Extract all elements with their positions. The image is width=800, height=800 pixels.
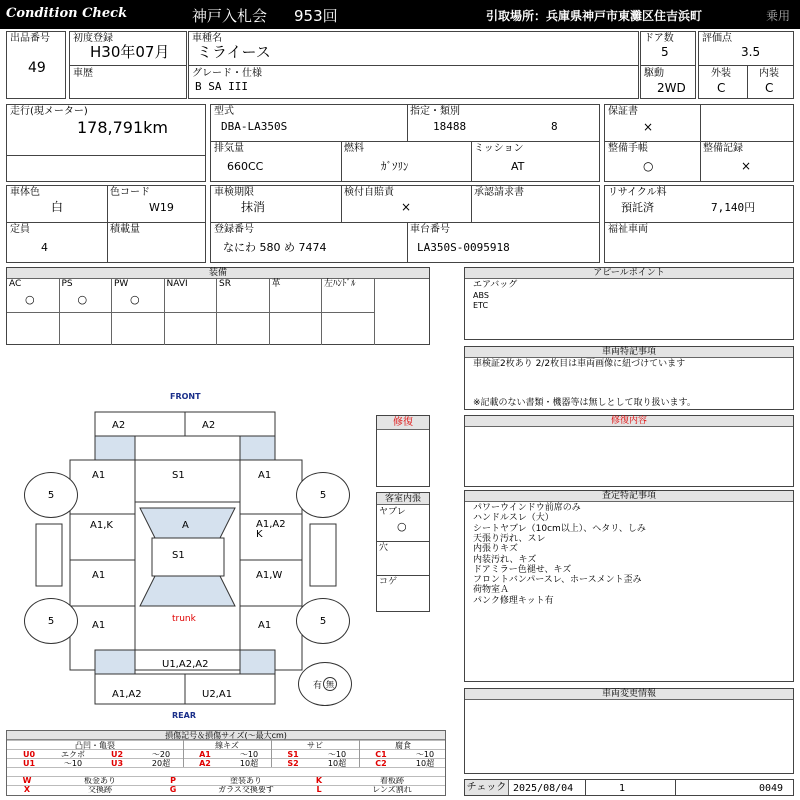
category-label: 乗用 xyxy=(766,9,791,23)
first-registration-label: 初度登録 xyxy=(73,33,113,44)
exterior-label: 外装 xyxy=(711,68,731,79)
check-code: 0049 xyxy=(759,783,784,794)
manual-label: 整備手帳 xyxy=(608,143,648,154)
vehicle-change-title: 車両変更情報 xyxy=(465,689,793,700)
appeal-line-1: エアバッグ xyxy=(473,280,518,290)
inspection-label: 車検期限 xyxy=(214,187,254,198)
score-value: 3.5 xyxy=(741,45,761,59)
mileage-value: 178,791km xyxy=(77,118,169,137)
front-bumper-left-damage: A2 xyxy=(112,420,126,431)
inspection-notes-panel xyxy=(464,490,794,682)
legend-desc: 〜10 xyxy=(415,750,435,759)
drive-label: 駆動 xyxy=(644,68,664,79)
equipment-label: SR xyxy=(219,279,231,289)
designation-value: 18488 xyxy=(433,120,467,133)
body-color-label: 車体色 xyxy=(10,187,40,198)
front-label: FRONT xyxy=(170,392,201,401)
legend-code: C1 xyxy=(375,750,387,759)
doors-value: 5 xyxy=(661,45,669,59)
tire-front-left: 5 xyxy=(24,472,78,518)
displacement-value: 660CC xyxy=(227,160,264,173)
repair-content-title: 修復内容 xyxy=(465,416,793,427)
legend-title: 損傷記号＆損傷サイズ(〜最大cm) xyxy=(7,731,445,740)
rear-bumper-right-damage: U2,A1 xyxy=(202,689,233,700)
legend-desc: ガラス交換要す xyxy=(218,785,274,794)
recycle-cell xyxy=(604,185,794,263)
mission-value: AT xyxy=(511,160,525,173)
capacity-value: 4 xyxy=(41,241,48,254)
repair-panel xyxy=(376,415,430,487)
legend-desc: 〜10 xyxy=(327,750,347,759)
doors-drive-cell xyxy=(640,31,696,99)
score-label: 評価点 xyxy=(702,33,732,44)
equipment-item xyxy=(322,279,375,345)
legend-code: K xyxy=(315,776,323,785)
legend-desc: 〜10 xyxy=(239,750,259,759)
recycle-status: 預託済 xyxy=(621,201,654,214)
approval-label: 承認請求書 xyxy=(474,187,524,198)
logo-text: Condition Check xyxy=(6,6,128,21)
legend-code: S1 xyxy=(287,750,299,759)
drive-value: 2WD xyxy=(657,81,686,95)
rear-upper-damage: U1,A2,A2 xyxy=(162,659,209,670)
right-front-fender-damage: A1 xyxy=(258,470,272,481)
appeal-panel xyxy=(464,267,794,340)
legend-code: W xyxy=(22,776,32,785)
equipment-value: ○ xyxy=(77,293,88,306)
inspection-note-line: シートヤブレ（10cm以上）、ヘタリ、しみ xyxy=(473,523,646,534)
legend-code: C2 xyxy=(375,759,387,768)
legend-code: L xyxy=(316,785,322,794)
lot-number-label: 出品番号 xyxy=(10,33,50,44)
documents-cell xyxy=(604,104,794,182)
cabin-title: 客室内張 xyxy=(377,493,429,505)
equipment-panel xyxy=(6,267,430,345)
fuel-value: ｶﾞｿﾘﾝ xyxy=(381,160,409,173)
spare-label: 有 xyxy=(312,680,322,691)
inspection-note-line: フロントバンパースレ、ホースメント歪み xyxy=(473,575,642,586)
inspection-note-line: 内装汚れ、キズ xyxy=(473,554,537,565)
windshield-damage: A xyxy=(182,520,189,531)
equipment-value: ○ xyxy=(130,293,140,306)
right-rear-fender-damage: A1 xyxy=(258,620,272,631)
lot-number-cell xyxy=(6,31,66,99)
lot-number-value: 49 xyxy=(28,60,46,76)
cabin-tear-value: ○ xyxy=(397,520,407,533)
legend-code: U0 xyxy=(22,750,36,759)
spec-cell xyxy=(210,104,600,182)
check-label: チェック xyxy=(465,780,509,795)
legend-code: G xyxy=(169,785,177,794)
pickup-location: 引取場所：兵庫県神戸市東灘区住吉浜町 xyxy=(486,9,703,23)
repair-title: 修復 xyxy=(377,416,429,430)
doors-label: ドア数 xyxy=(644,33,674,44)
right-front-door-damage: A1,A2 K xyxy=(256,519,286,540)
tire-front-right: 5 xyxy=(296,472,350,518)
mileage-label: 走行(現メーター) xyxy=(10,106,88,117)
plate-label: 登録番号 xyxy=(214,224,254,235)
class-value: 8 xyxy=(551,120,558,133)
legend-desc: 交換跡 xyxy=(88,785,112,794)
legend-code: A1 xyxy=(199,750,211,759)
cabin-tear-label: ヤブレ xyxy=(379,507,406,517)
displacement-label: 排気量 xyxy=(214,143,244,154)
spare-tire xyxy=(298,662,352,706)
tire-rear-left: 5 xyxy=(24,598,78,644)
chassis-value: LA350S-0095918 xyxy=(417,241,510,254)
first-registration-cell xyxy=(69,31,187,99)
legend-code: P xyxy=(170,776,176,785)
first-registration-value: H30年07月 xyxy=(90,43,170,61)
equipment-label: PS xyxy=(61,279,73,289)
inspection-note-line: 荷物室Ａ xyxy=(473,585,510,596)
model-name-label: 車種名 xyxy=(192,33,222,44)
roof-damage: S1 xyxy=(172,550,185,561)
special-notes-line-2: ※記載のない書類・機器等は無しとして取り扱います。 xyxy=(473,398,696,408)
equipment-item xyxy=(217,279,270,345)
welfare-label: 福祉車両 xyxy=(608,224,648,235)
recycle-label: リサイクル料 xyxy=(608,187,667,198)
manual-value: ○ xyxy=(643,159,654,173)
legend-desc: 10超 xyxy=(239,759,259,768)
registration-cell xyxy=(210,185,600,263)
equipment-item xyxy=(165,279,218,345)
interior-value: C xyxy=(765,81,774,95)
inspection-notes-title: 査定特記事項 xyxy=(465,491,793,502)
legend-group-name: 線キズ xyxy=(215,741,239,750)
type-value: DBA-LA350S xyxy=(221,120,288,133)
inspection-note-line: パワーウインドウ前席のみ xyxy=(473,503,581,513)
load-label: 積載量 xyxy=(110,224,140,235)
right-mirror xyxy=(310,524,336,586)
legend-desc: レンズ割れ xyxy=(372,785,412,794)
right-rear-door-damage: A1,W xyxy=(256,570,283,581)
front-bumper-right-damage: A2 xyxy=(202,420,216,431)
inspection-note-line: 天張り汚れ、スレ xyxy=(473,533,546,544)
color-cell xyxy=(6,185,206,263)
equipment-item xyxy=(112,279,165,345)
auction-number: 953回 xyxy=(294,7,338,25)
appeal-line-3: ETC xyxy=(473,301,489,310)
special-notes-panel xyxy=(464,346,794,410)
equipment-item xyxy=(270,279,323,345)
inspection-note-line: ドアミラー色褪せ、キズ xyxy=(473,564,572,575)
service-value: × xyxy=(741,159,752,173)
equipment-item xyxy=(7,279,60,345)
equipment-label: 革 xyxy=(271,279,281,289)
legend-code: U1 xyxy=(22,759,36,768)
insurance-label: 検付自賠責 xyxy=(344,187,394,198)
equipment-label: PW xyxy=(114,279,129,289)
legend-group-name: 凸凹・亀裂 xyxy=(75,741,115,750)
repair-content-panel xyxy=(464,415,794,487)
color-code-label: 色コード xyxy=(110,187,150,198)
legend-code: A2 xyxy=(199,759,211,768)
hood-damage: S1 xyxy=(172,470,185,481)
left-front-door-damage: A1,K xyxy=(90,520,113,531)
type-label: 型式 xyxy=(214,106,234,117)
special-notes-title: 車両特記事項 xyxy=(465,347,793,358)
legend-group-name: 腐食 xyxy=(395,741,411,750)
equipment-value: ○ xyxy=(25,293,35,306)
legend-code: S2 xyxy=(287,759,299,768)
inspection-note-line: 内張りキズ xyxy=(473,544,518,555)
rear-label: REAR xyxy=(172,711,196,720)
special-notes-line-1: 車検証2枚あり 2/2枚目は車両画像に紐づけています xyxy=(473,359,686,369)
model-cell xyxy=(188,31,639,99)
score-cell xyxy=(698,31,794,99)
tire-rear-right: 5 xyxy=(296,598,350,644)
appeal-title: アピールポイント xyxy=(465,268,793,279)
capacity-label: 定員 xyxy=(10,224,30,235)
designation-label: 指定・類別 xyxy=(410,106,460,117)
left-front-fender-damage: A1 xyxy=(92,470,106,481)
legend-code: U2 xyxy=(110,750,124,759)
warranty-label: 保証書 xyxy=(608,106,638,117)
header-bar xyxy=(0,0,800,29)
legend-code: U3 xyxy=(110,759,124,768)
left-rear-door-damage: A1 xyxy=(92,570,106,581)
footer-check xyxy=(464,779,794,796)
cabin-burn-label: コゲ xyxy=(379,577,398,587)
trunk-label: trunk xyxy=(172,614,196,624)
auction-name: 神戸入札会 xyxy=(192,7,268,25)
legend-desc: エクボ xyxy=(61,750,85,759)
equipment-label: 左ﾊﾝﾄﾞﾙ xyxy=(324,279,356,289)
legend-group-name: サビ xyxy=(307,741,323,750)
legend-desc: 20超 xyxy=(151,759,171,768)
legend-desc: 〜10 xyxy=(63,759,83,768)
mission-label: ミッション xyxy=(474,143,524,154)
damage-legend xyxy=(6,730,446,796)
equipment-label: AC xyxy=(9,279,22,289)
legend-desc: 着板跡 xyxy=(380,776,404,785)
mileage-cell xyxy=(6,104,206,182)
color-code-value: W19 xyxy=(149,201,174,214)
check-number: 1 xyxy=(619,783,626,794)
left-rear-fender-damage: A1 xyxy=(92,620,106,631)
recycle-amount: 7,140円 xyxy=(711,201,756,214)
spare-mark: 無 xyxy=(323,677,337,691)
check-date: 2025/08/04 xyxy=(513,783,574,794)
legend-desc: 10超 xyxy=(327,759,347,768)
legend-desc: 〜20 xyxy=(151,750,171,759)
legend-desc: 10超 xyxy=(415,759,435,768)
left-mirror xyxy=(36,524,62,586)
fuel-label: 燃料 xyxy=(344,143,364,154)
inspection-note-line: ハンドルスレ（大） xyxy=(473,513,554,524)
service-label: 整備記録 xyxy=(703,143,743,154)
inspection-value: 抹消 xyxy=(241,200,266,214)
grade-label: グレード・仕様 xyxy=(192,68,262,79)
warranty-value: × xyxy=(643,120,654,134)
equipment-title: 装備 xyxy=(7,268,429,279)
insurance-value: × xyxy=(401,200,412,214)
legend-desc: 塗装あり xyxy=(230,776,262,785)
history-label: 車歴 xyxy=(73,68,93,79)
legend-desc: 板金あり xyxy=(84,776,116,785)
model-name-value: ミライース xyxy=(197,43,271,61)
appeal-line-2: ABS xyxy=(473,291,489,300)
rear-bumper-left-damage: A1,A2 xyxy=(112,689,142,700)
cabin-panel xyxy=(376,492,430,612)
legend-code: X xyxy=(23,785,31,794)
equipment-label: NAVI xyxy=(166,279,188,289)
chassis-label: 車台番号 xyxy=(410,224,450,235)
grade-value: B SA III xyxy=(195,80,248,93)
equipment-item xyxy=(60,279,113,345)
cabin-hole-label: 穴 xyxy=(379,543,389,553)
vehicle-change-panel xyxy=(464,688,794,774)
exterior-value: C xyxy=(717,81,726,95)
body-color-value: 白 xyxy=(51,200,64,214)
plate-value: なにわ 580 め 7474 xyxy=(223,241,327,254)
interior-label: 内装 xyxy=(759,68,779,79)
inspection-note-line: パンク修理キット有 xyxy=(473,595,554,606)
